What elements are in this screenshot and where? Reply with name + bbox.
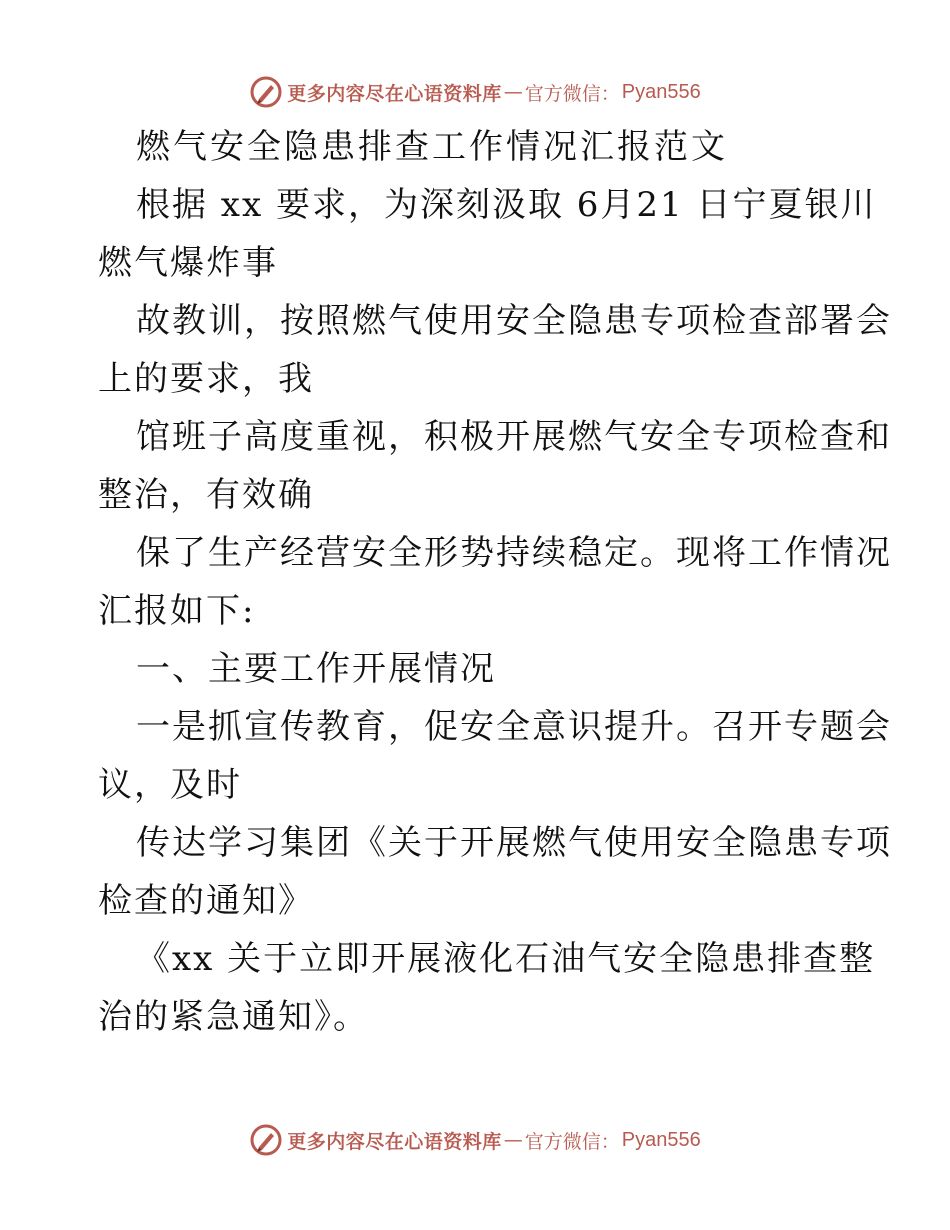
paragraph-line: 保了生产经营安全形势持续稳定。现将工作情况 — [136, 533, 892, 573]
paragraph-line: 故教训，按照燃气使用安全隐患专项检查部署会 — [136, 301, 892, 341]
banner-text: 更多内容尽在心语资料库 — [287, 1130, 502, 1153]
paragraph-line: 议，及时 — [98, 765, 242, 805]
paragraph-line: 《xx 关于立即开展液化石油气安全隐患排查整 — [136, 939, 876, 979]
document-title: 燃气安全隐患排查工作情况汇报范文 — [136, 127, 728, 167]
banner-wechat-label: 官方微信： — [524, 82, 620, 105]
footer-banner — [0, 1120, 950, 1160]
paragraph-line: 燃气爆炸事 — [98, 243, 278, 283]
paragraph-line: 汇报如下: — [98, 591, 256, 631]
pen-logo-icon — [249, 1123, 283, 1157]
document-body — [98, 118, 892, 1046]
header-banner — [0, 72, 950, 112]
pen-logo-icon — [249, 75, 283, 109]
paragraph-line: 整治，有效确 — [98, 475, 314, 515]
banner-wechat-id: Pyan556 — [621, 80, 701, 103]
banner-wechat-id: Pyan556 — [621, 1128, 701, 1151]
banner-separator: — — [503, 81, 523, 103]
paragraph-line: 馆班子高度重视，积极开展燃气安全专项检查和 — [136, 417, 892, 457]
paragraph-line: 根据 xx 要求，为深刻汲取 6月21 日宁夏银川 — [136, 185, 877, 225]
paragraph-line: 治的紧急通知》。 — [98, 997, 369, 1037]
paragraph-line: 检查的通知》 — [98, 881, 314, 921]
banner-text: 更多内容尽在心语资料库 — [287, 82, 502, 105]
section-heading: 一、主要工作开展情况 — [136, 649, 496, 689]
paragraph-line: 传达学习集团《关于开展燃气使用安全隐患专项 — [136, 823, 892, 863]
banner-separator: — — [503, 1129, 523, 1151]
banner-wechat-label: 官方微信： — [524, 1130, 620, 1153]
paragraph-line: 上的要求，我 — [98, 359, 314, 399]
paragraph-line: 一是抓宣传教育，促安全意识提升。召开专题会 — [136, 707, 892, 747]
